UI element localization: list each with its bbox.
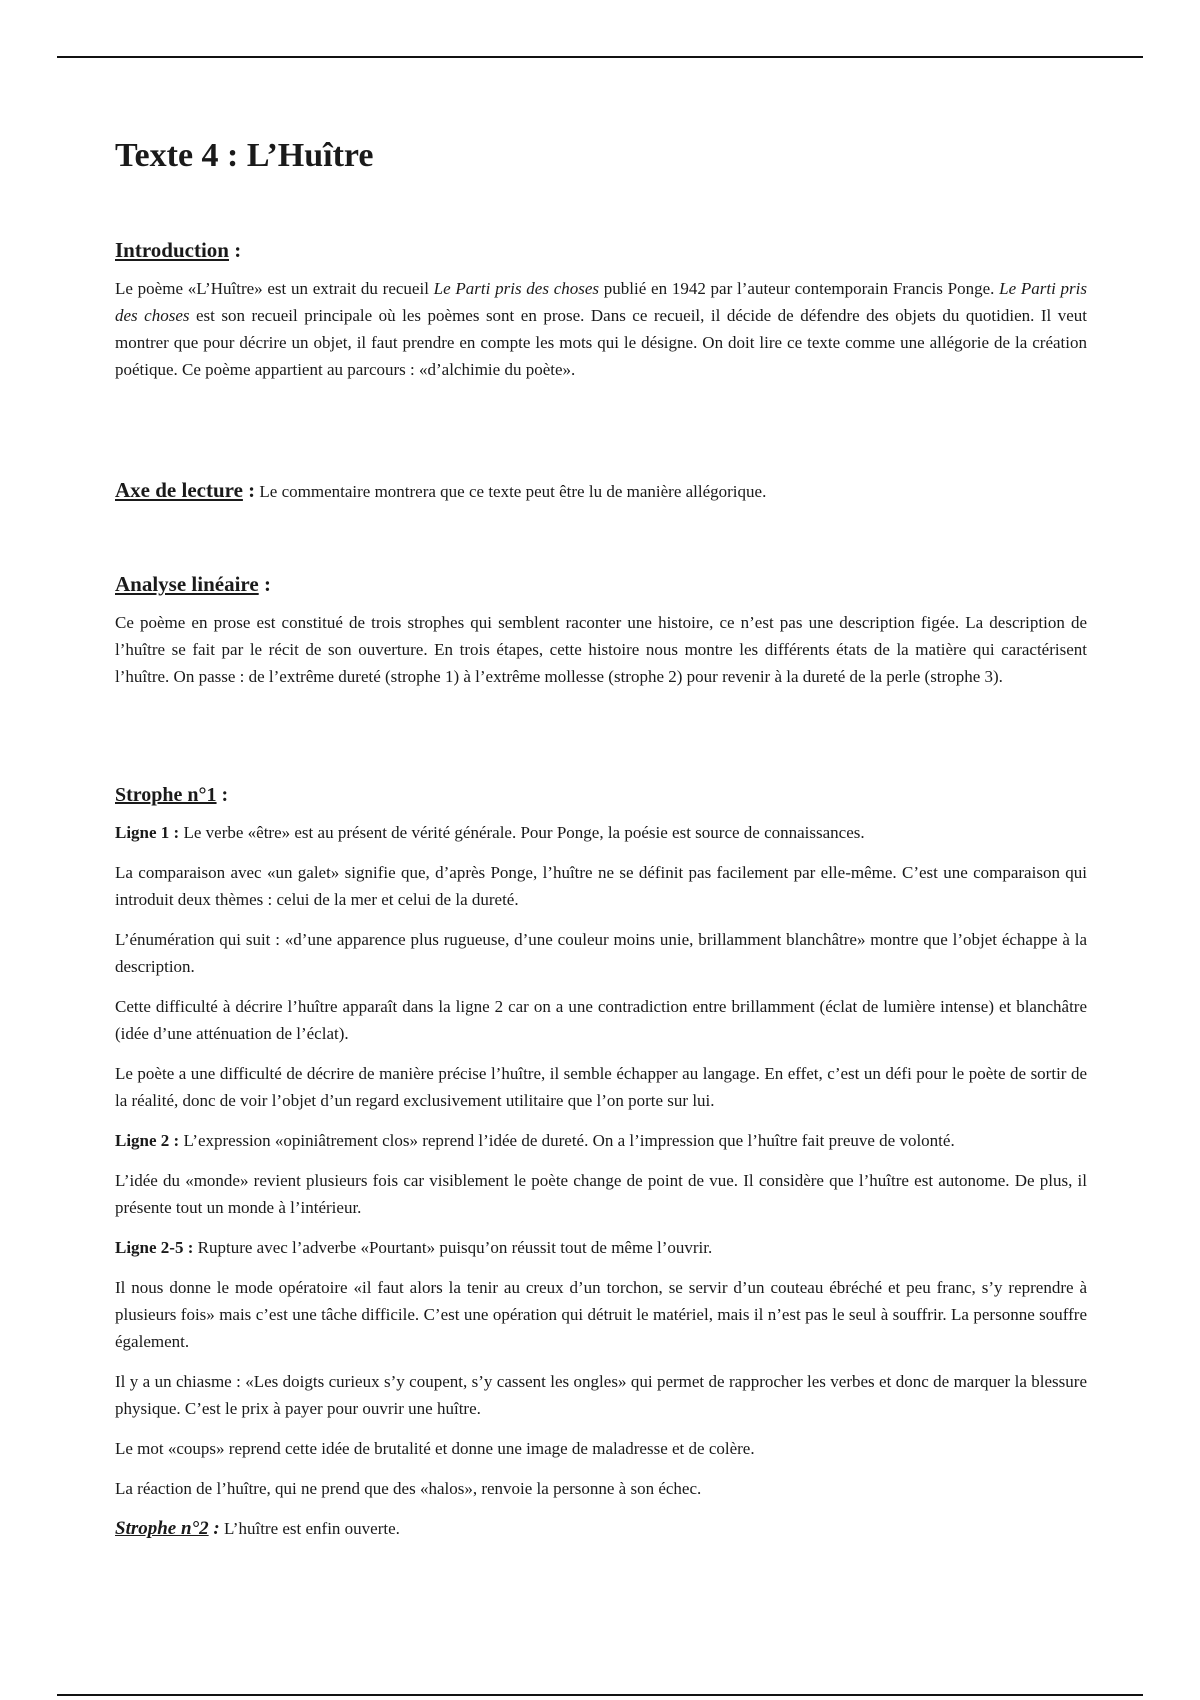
- strophe1-heading-label: Strophe n°1: [115, 784, 217, 806]
- strophe1-line2-5: Ligne 2-5 : Rupture avec l’adverbe «Pourtant» puisqu’on réussit tout de même l’ouvrir.: [115, 1238, 713, 1257]
- axe-line: Axe de lecture : Le commentaire montrera que ce texte peut être lu de manière allégorique.: [115, 478, 767, 502]
- analyse-heading-label: Analyse linéaire: [115, 572, 259, 596]
- strophe1-line2: Ligne 2 : L’expression «opiniâtrement clos» reprend l’idée de dureté. On a l’impression que l’huître fait preuve de volonté.: [115, 1131, 955, 1150]
- strophe1-paragraph: Le poète a une difficulté de décrire de manière précise l’huître, il semble échapper au langage. En effet, c’est un défi pour le poète de sortir de la réalité, donc de voir l’objet d’un regard exclusivement utilitaire que l’on porte sur lui.: [115, 1064, 1087, 1110]
- axe-text: Le commentaire montrera que ce texte peut être lu de manière allégorique.: [255, 482, 767, 501]
- introduction-heading: Introduction :: [115, 238, 242, 262]
- strophe1-paragraph: Il nous donne le mode opératoire «il faut alors la tenir au creux d’un torchon, se servir d’un couteau ébréché et peu franc, s’y reprendre à plusieurs fois» mais c’est une tâche difficile. C’est une opération qui détruit le matériel, mais il n’est pas le seul à souffrir. La personne souffre également.: [115, 1278, 1087, 1351]
- strophe2-text: L’huître est enfin ouverte.: [219, 1519, 400, 1538]
- strophe1-paragraph: L’énumération qui suit : «d’une apparence plus rugueuse, d’une couleur moins unie, brillamment blanchâtre» montre que l’objet échappe à la description.: [115, 930, 1087, 976]
- introduction-heading-label: Introduction: [115, 238, 229, 262]
- analyse-paragraph: Ce poème en prose est constitué de trois strophes qui semblent raconter une histoire, ce n’est pas une description figée. La description de l’huître se fait par le récit de son ouverture. En trois étapes, cette histoire nous montre les différents états de la matière qui caractérisent l’huître. On passe : de l’extrême dureté (strophe 1) à l’extrême mollesse (strophe 2) pour revenir à la dureté de la perle (strophe 3).: [115, 613, 1087, 686]
- page-title: Texte 4 : L’Huître: [115, 137, 374, 174]
- strophe2-heading: Strophe n°2: [115, 1518, 209, 1539]
- strophe1-paragraph: Cette difficulté à décrire l’huître apparaît dans la ligne 2 car on a une contradiction entre brillamment (éclat de lumière intense) et blanchâtre (idée d’une atténuation de l’éclat).: [115, 997, 1087, 1043]
- strophe1-paragraph: La comparaison avec «un galet» signifie que, d’après Ponge, l’huître ne se définit pas facilement par elle-même. C’est une comparaison qui introduit deux thèmes : celui de la mer et celui de la dureté.: [115, 863, 1087, 909]
- book-title: Le Parti pris des choses: [433, 279, 600, 298]
- book-title: Le Parti pris des choses: [115, 279, 1087, 325]
- strophe1-paragraph: Il y a un chiasme : «Les doigts curieux s’y coupent, s’y cassent les ongles» qui permet de rapprocher les verbes et donc de marquer la blessure physique. C’est le prix à payer pour ouvrir une huître.: [115, 1372, 1087, 1418]
- document-body: [115, 136, 1088, 1539]
- axe-section: [115, 478, 1087, 503]
- line-label: Ligne 2-5 :: [115, 1238, 194, 1257]
- top-rule: [57, 56, 1143, 58]
- introduction-section: [115, 238, 1087, 383]
- introduction-paragraph: Le poème «L’Huître» est un extrait du recueil Le Parti pris des choses publié en 1942 par l’auteur contemporain Francis Ponge. Le Parti pris des choses est son recueil principale où les poèmes sont en prose. Dans ce recueil, il décide de défendre des objets du quotidien. Il veut montrer que pour décrire un objet, il faut prendre en compte les mots qui le désigne. On doit lire ce texte comme une allégorie de la création poétique. Ce poème appartient au parcours : «d’alchimie du poète».: [115, 279, 1088, 379]
- line-label: Ligne 2 :: [115, 1131, 180, 1150]
- strophe1-paragraph: L’idée du «monde» revient plusieurs fois car visiblement le poète change de point de vue. Il considère que l’huître est autonome. De plus, il présente tout un monde à l’intérieur.: [115, 1171, 1087, 1217]
- axe-heading: Axe de lecture: [115, 478, 243, 502]
- strophe2-line: Strophe n°2 : L’huître est enfin ouverte.: [115, 1518, 400, 1539]
- strophe1-paragraph: La réaction de l’huître, qui ne prend que des «halos», renvoie la personne à son échec.: [115, 1479, 702, 1498]
- strophe1-section: [115, 784, 1087, 1542]
- analyse-section: [115, 572, 1087, 690]
- strophe1-paragraph: Le mot «coups» reprend cette idée de brutalité et donne une image de maladresse et de colère.: [115, 1439, 755, 1458]
- line-label: Ligne 1 :: [115, 823, 180, 842]
- analyse-heading: Analyse linéaire :: [115, 572, 271, 596]
- strophe1-heading: Strophe n°1 :: [115, 784, 229, 806]
- bottom-rule: [57, 1694, 1143, 1696]
- strophe1-line1: Ligne 1 : Le verbe «être» est au présent de vérité générale. Pour Ponge, la poésie est source de connaissances.: [115, 823, 865, 842]
